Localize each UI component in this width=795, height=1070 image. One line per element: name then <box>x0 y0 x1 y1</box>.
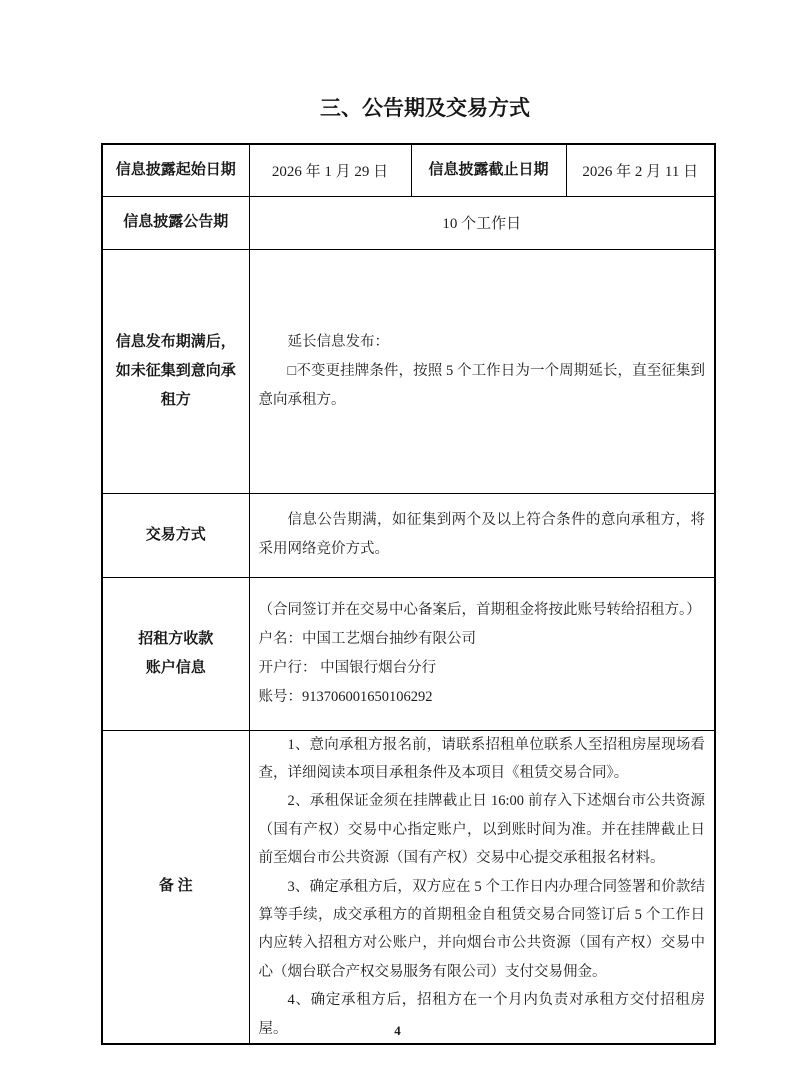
page-number: 4 <box>394 1023 401 1038</box>
extension-content-line: 延长信息发布： <box>287 333 389 350</box>
table-row-remarks <box>102 730 715 1044</box>
extension-content-line: □不变更挂牌条件，按照 5 个工作日为一个周期延长，直至征集到意向承租方。 <box>258 362 705 408</box>
extension-label-line: 如未征集到意向承 <box>115 362 236 379</box>
table-row-announcement-period <box>102 196 715 249</box>
remarks-paragraph: 4、确定承租方后，招租方在一个月内负责对承租方交付招租房屋。 <box>258 992 705 1037</box>
announcement-period-label: 信息披露公告期 <box>102 196 249 249</box>
table-row-transaction-method <box>102 493 715 577</box>
transaction-method-label: 交易方式 <box>102 493 249 577</box>
disclosure-start-value: 2026 年 1 月 29 日 <box>249 144 411 196</box>
remarks-paragraph: 3、确定承租方后，双方应在 5 个工作日内办理合同签署和价款结算等手续，成交承租方的首期租金自租赁交易合同签订后 5 个工作日内应转入招租方对公账户，并向烟台市公共资源（国有产权）交易中心（烟台联合产权交易服务有限公司）支付交易佣金。 <box>258 878 705 980</box>
disclosure-end-label: 信息披露截止日期 <box>411 144 566 196</box>
remarks-content <box>249 730 715 1044</box>
transaction-method-text: 信息公告期满，如征集到两个及以上符合条件的意向承租方，将采用网络竞价方式。 <box>258 512 705 557</box>
extension-label-line: 信息发布期满后， <box>115 333 236 350</box>
account-info-label-line: 招租方收款 <box>138 630 214 647</box>
account-bank-line: 开户行： 中国银行烟台分行 <box>258 659 437 676</box>
extension-content <box>249 249 715 493</box>
table-row-extension <box>102 249 715 493</box>
remarks-label: 备 注 <box>102 730 249 1044</box>
account-note-line: （合同签订并在交易中心备案后，首期租金将按此账号转给招租方。） <box>258 601 701 618</box>
remarks-paragraph: 1、意向承租方报名前，请联系招租单位联系人至招租房屋现场看查，详细阅读本项目承租条件及本项目《租赁交易合同》。 <box>258 736 705 781</box>
remarks-paragraph: 2、承租保证金须在挂牌截止日 16:00 前存入下述烟台市公共资源（国有产权）交易中心指定账户，以到账时间为准。并在挂牌截止日前至烟台市公共资源（国有产权）交易中心提交承租报名材料。 <box>258 793 705 867</box>
account-info-label-line: 账户信息 <box>145 659 206 676</box>
table-row-account-info <box>102 577 715 730</box>
disclosure-start-label: 信息披露起始日期 <box>102 144 249 196</box>
account-info-content <box>249 577 715 730</box>
table-row-disclosure-dates <box>102 144 715 196</box>
transaction-method-content <box>249 493 715 577</box>
account-number-line: 账号：913706001650106292 <box>258 688 433 705</box>
announcement-table <box>101 143 716 1045</box>
account-info-label <box>102 577 249 730</box>
announcement-period-value: 10 个工作日 <box>249 196 715 249</box>
disclosure-end-value: 2026 年 2 月 11 日 <box>566 144 715 196</box>
account-holder-line: 户名：中国工艺烟台抽纱有限公司 <box>258 630 476 647</box>
extension-label <box>102 249 249 493</box>
page-title: 三、公告期及交易方式 <box>320 96 530 120</box>
extension-label-line: 租方 <box>160 391 191 408</box>
